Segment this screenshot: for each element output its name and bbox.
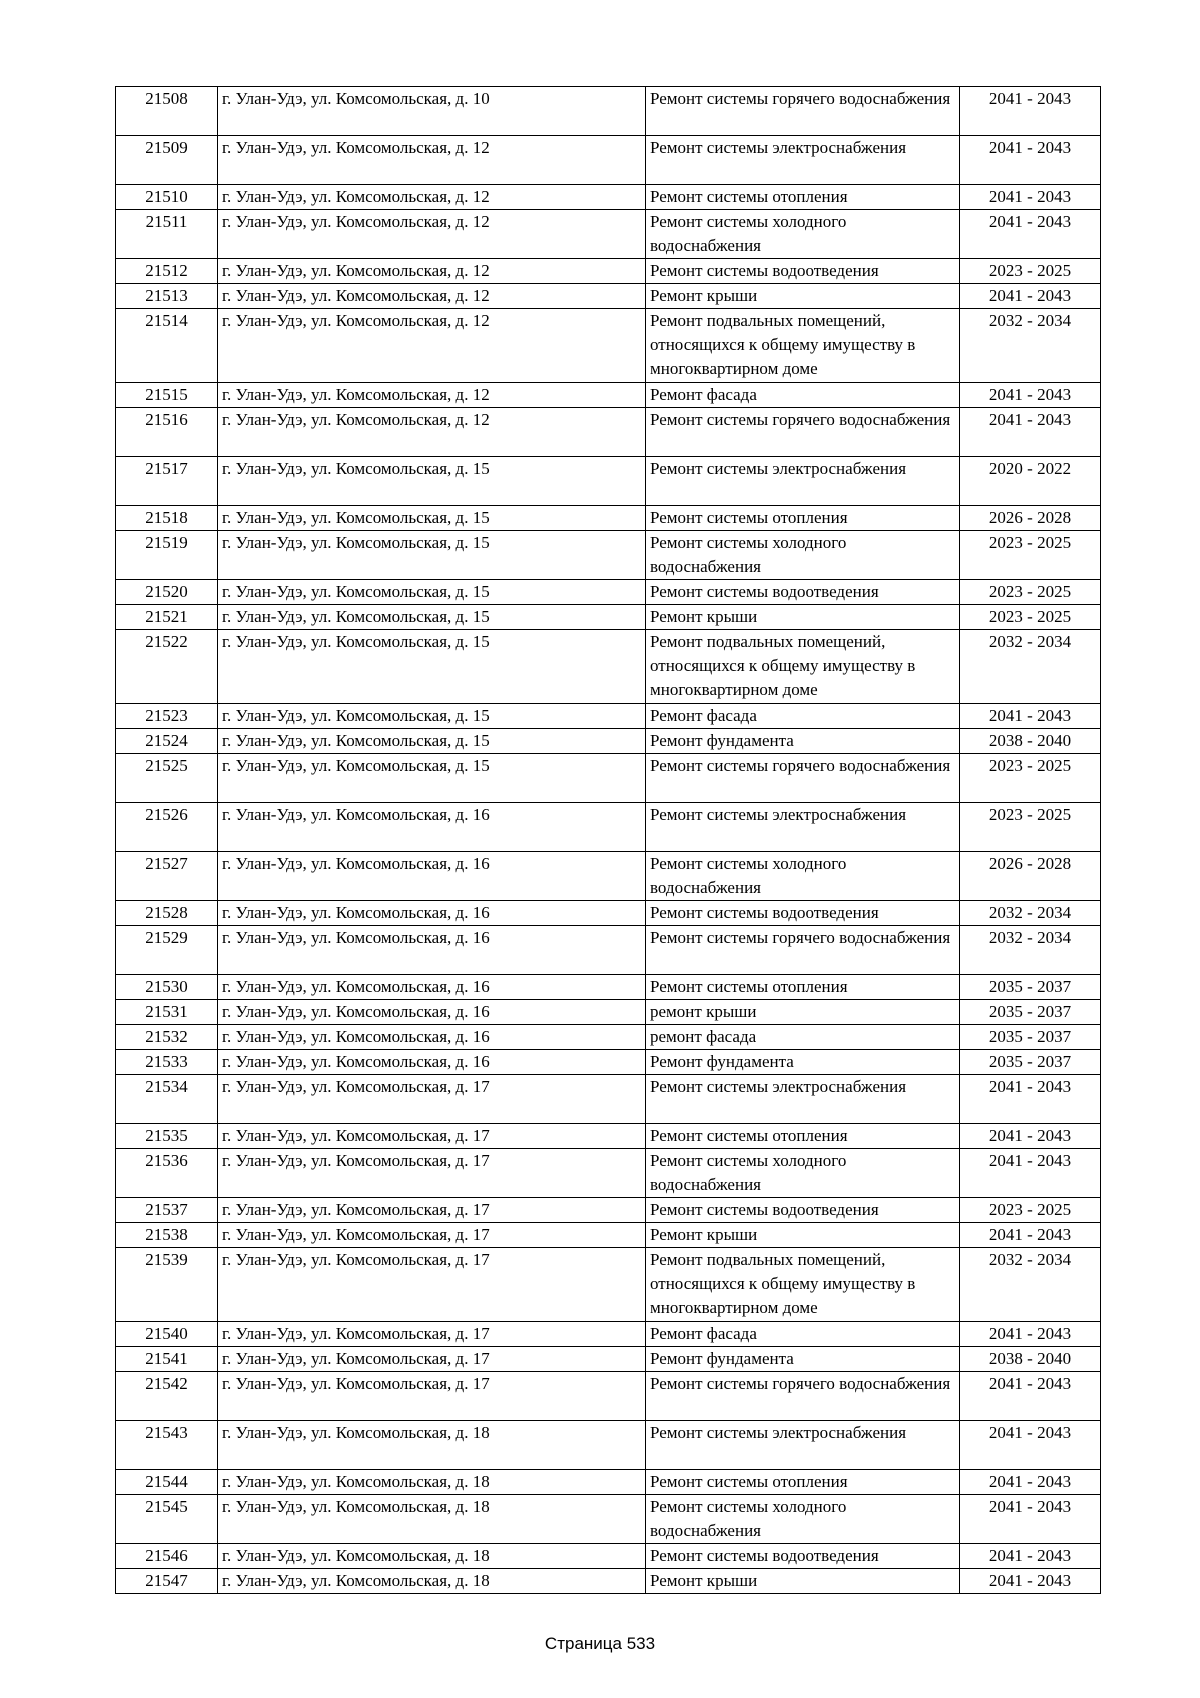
period-cell: 2041 - 2043 [960,136,1101,185]
work-type-cell: Ремонт системы холодного водоснабжения [646,1149,960,1198]
address-cell: г. Улан-Удэ, ул. Комсомольская, д. 16 [218,1000,646,1025]
work-type-cell: Ремонт системы горячего водоснабжения [646,87,960,136]
address-cell: г. Улан-Удэ, ул. Комсомольская, д. 15 [218,704,646,729]
row-number: 21541 [116,1347,218,1372]
period-cell: 2041 - 2043 [960,185,1101,210]
row-number: 21511 [116,210,218,259]
table-row [116,580,1101,605]
address-cell: г. Улан-Удэ, ул. Комсомольская, д. 15 [218,630,646,704]
table-row [116,1050,1101,1075]
row-number: 21542 [116,1372,218,1421]
period-cell: 2041 - 2043 [960,284,1101,309]
address-cell: г. Улан-Удэ, ул. Комсомольская, д. 15 [218,605,646,630]
row-number: 21525 [116,754,218,803]
work-type-cell: Ремонт фасада [646,383,960,408]
work-type-cell: Ремонт подвальных помещений, относящихся к общему имуществу в многоквартирном доме [646,1248,960,1322]
address-cell: г. Улан-Удэ, ул. Комсомольская, д. 18 [218,1544,646,1569]
period-cell: 2041 - 2043 [960,1421,1101,1470]
table-row [116,531,1101,580]
table-row [116,408,1101,457]
period-cell: 2023 - 2025 [960,259,1101,284]
address-cell: г. Улан-Удэ, ул. Комсомольская, д. 12 [218,185,646,210]
address-cell: г. Улан-Удэ, ул. Комсомольская, д. 16 [218,901,646,926]
work-type-cell: Ремонт системы отопления [646,1124,960,1149]
table-row [116,803,1101,852]
row-number: 21526 [116,803,218,852]
address-cell: г. Улан-Удэ, ул. Комсомольская, д. 16 [218,852,646,901]
table-row [116,1149,1101,1198]
period-cell: 2026 - 2028 [960,506,1101,531]
address-cell: г. Улан-Удэ, ул. Комсомольская, д. 17 [218,1198,646,1223]
period-cell: 2041 - 2043 [960,1124,1101,1149]
table-row [116,1322,1101,1347]
work-type-cell: Ремонт системы водоотведения [646,259,960,284]
work-type-cell: Ремонт системы горячего водоснабжения [646,926,960,975]
row-number: 21519 [116,531,218,580]
table-row [116,1470,1101,1495]
address-cell: г. Улан-Удэ, ул. Комсомольская, д. 12 [218,284,646,309]
work-type-cell: Ремонт системы электроснабжения [646,1421,960,1470]
period-cell: 2041 - 2043 [960,1149,1101,1198]
row-number: 21539 [116,1248,218,1322]
period-cell: 2035 - 2037 [960,1025,1101,1050]
address-cell: г. Улан-Удэ, ул. Комсомольская, д. 17 [218,1322,646,1347]
row-number: 21513 [116,284,218,309]
period-cell: 2041 - 2043 [960,704,1101,729]
period-cell: 2041 - 2043 [960,1495,1101,1544]
work-type-cell: Ремонт подвальных помещений, относящихся к общему имуществу в многоквартирном доме [646,630,960,704]
row-number: 21547 [116,1569,218,1594]
row-number: 21524 [116,729,218,754]
address-cell: г. Улан-Удэ, ул. Комсомольская, д. 16 [218,1025,646,1050]
work-type-cell: Ремонт фасада [646,704,960,729]
table-row [116,1124,1101,1149]
period-cell: 2041 - 2043 [960,1544,1101,1569]
table-row [116,1223,1101,1248]
work-type-cell: Ремонт системы отопления [646,975,960,1000]
row-number: 21534 [116,1075,218,1124]
period-cell: 2041 - 2043 [960,1470,1101,1495]
table-row [116,926,1101,975]
work-type-cell: ремонт фасада [646,1025,960,1050]
row-number: 21512 [116,259,218,284]
period-cell: 2038 - 2040 [960,729,1101,754]
row-number: 21532 [116,1025,218,1050]
address-cell: г. Улан-Удэ, ул. Комсомольская, д. 12 [218,408,646,457]
table-row [116,975,1101,1000]
work-type-cell: Ремонт крыши [646,1569,960,1594]
address-cell: г. Улан-Удэ, ул. Комсомольская, д. 18 [218,1495,646,1544]
period-cell: 2035 - 2037 [960,1000,1101,1025]
work-type-cell: Ремонт системы отопления [646,185,960,210]
table-row [116,754,1101,803]
address-cell: г. Улан-Удэ, ул. Комсомольская, д. 17 [218,1372,646,1421]
table-row [116,457,1101,506]
address-cell: г. Улан-Удэ, ул. Комсомольская, д. 18 [218,1569,646,1594]
period-cell: 2035 - 2037 [960,1050,1101,1075]
address-cell: г. Улан-Удэ, ул. Комсомольская, д. 16 [218,1050,646,1075]
row-number: 21537 [116,1198,218,1223]
row-number: 21535 [116,1124,218,1149]
address-cell: г. Улан-Удэ, ул. Комсомольская, д. 15 [218,754,646,803]
period-cell: 2041 - 2043 [960,1569,1101,1594]
work-type-cell: Ремонт системы горячего водоснабжения [646,1372,960,1421]
work-type-cell: Ремонт системы холодного водоснабжения [646,210,960,259]
table-row [116,704,1101,729]
address-cell: г. Улан-Удэ, ул. Комсомольская, д. 15 [218,580,646,605]
work-type-cell: Ремонт системы горячего водоснабжения [646,754,960,803]
period-cell: 2041 - 2043 [960,1075,1101,1124]
row-number: 21528 [116,901,218,926]
table-row [116,852,1101,901]
table-row [116,1248,1101,1322]
row-number: 21508 [116,87,218,136]
address-cell: г. Улан-Удэ, ул. Комсомольская, д. 16 [218,975,646,1000]
period-cell: 2032 - 2034 [960,901,1101,926]
table-row [116,259,1101,284]
table-row [116,630,1101,704]
table-row [116,1198,1101,1223]
period-cell: 2041 - 2043 [960,1223,1101,1248]
address-cell: г. Улан-Удэ, ул. Комсомольская, д. 12 [218,259,646,284]
work-type-cell: Ремонт системы отопления [646,506,960,531]
address-cell: г. Улан-Удэ, ул. Комсомольская, д. 10 [218,87,646,136]
work-type-cell: Ремонт системы водоотведения [646,1198,960,1223]
period-cell: 2041 - 2043 [960,408,1101,457]
row-number: 21523 [116,704,218,729]
period-cell: 2023 - 2025 [960,803,1101,852]
work-type-cell: Ремонт фундамента [646,729,960,754]
table-row [116,1347,1101,1372]
table-row [116,309,1101,383]
period-cell: 2038 - 2040 [960,1347,1101,1372]
work-type-cell: Ремонт фундамента [646,1347,960,1372]
row-number: 21540 [116,1322,218,1347]
table-row [116,1000,1101,1025]
table-row [116,605,1101,630]
work-type-cell: Ремонт системы водоотведения [646,1544,960,1569]
period-cell: 2041 - 2043 [960,1372,1101,1421]
row-number: 21510 [116,185,218,210]
row-number: 21546 [116,1544,218,1569]
work-type-cell: Ремонт системы водоотведения [646,901,960,926]
work-type-cell: Ремонт системы электроснабжения [646,457,960,506]
table-row [116,1372,1101,1421]
table-row [116,506,1101,531]
period-cell: 2023 - 2025 [960,580,1101,605]
address-cell: г. Улан-Удэ, ул. Комсомольская, д. 18 [218,1421,646,1470]
period-cell: 2035 - 2037 [960,975,1101,1000]
address-cell: г. Улан-Удэ, ул. Комсомольская, д. 17 [218,1347,646,1372]
period-cell: 2023 - 2025 [960,605,1101,630]
row-number: 21520 [116,580,218,605]
address-cell: г. Улан-Удэ, ул. Комсомольская, д. 18 [218,1470,646,1495]
table-row [116,1495,1101,1544]
repair-schedule-table [115,86,1101,1594]
address-cell: г. Улан-Удэ, ул. Комсомольская, д. 17 [218,1124,646,1149]
address-cell: г. Улан-Удэ, ул. Комсомольская, д. 17 [218,1075,646,1124]
address-cell: г. Улан-Удэ, ул. Комсомольская, д. 16 [218,926,646,975]
table-row [116,901,1101,926]
row-number: 21509 [116,136,218,185]
address-cell: г. Улан-Удэ, ул. Комсомольская, д. 15 [218,506,646,531]
table-row [116,284,1101,309]
period-cell: 2041 - 2043 [960,383,1101,408]
period-cell: 2032 - 2034 [960,309,1101,383]
page-number: Страница 533 [544,1634,656,1653]
period-cell: 2032 - 2034 [960,1248,1101,1322]
row-number: 21521 [116,605,218,630]
period-cell: 2032 - 2034 [960,926,1101,975]
period-cell: 2041 - 2043 [960,87,1101,136]
row-number: 21518 [116,506,218,531]
address-cell: г. Улан-Удэ, ул. Комсомольская, д. 17 [218,1149,646,1198]
row-number: 21543 [116,1421,218,1470]
work-type-cell: Ремонт фундамента [646,1050,960,1075]
row-number: 21515 [116,383,218,408]
address-cell: г. Улан-Удэ, ул. Комсомольская, д. 17 [218,1223,646,1248]
row-number: 21530 [116,975,218,1000]
work-type-cell: Ремонт фасада [646,1322,960,1347]
table-row [116,185,1101,210]
period-cell: 2023 - 2025 [960,531,1101,580]
row-number: 21529 [116,926,218,975]
table-row [116,1544,1101,1569]
address-cell: г. Улан-Удэ, ул. Комсомольская, д. 12 [218,309,646,383]
row-number: 21544 [116,1470,218,1495]
row-number: 21538 [116,1223,218,1248]
work-type-cell: Ремонт системы холодного водоснабжения [646,852,960,901]
table-row [116,1421,1101,1470]
work-type-cell: Ремонт системы электроснабжения [646,803,960,852]
table-row [116,210,1101,259]
period-cell: 2020 - 2022 [960,457,1101,506]
address-cell: г. Улан-Удэ, ул. Комсомольская, д. 12 [218,136,646,185]
address-cell: г. Улан-Удэ, ул. Комсомольская, д. 16 [218,803,646,852]
work-type-cell: Ремонт системы холодного водоснабжения [646,531,960,580]
table-body [116,87,1101,1594]
address-cell: г. Улан-Удэ, ул. Комсомольская, д. 15 [218,729,646,754]
work-type-cell: Ремонт крыши [646,284,960,309]
row-number: 21545 [116,1495,218,1544]
period-cell: 2023 - 2025 [960,1198,1101,1223]
work-type-cell: Ремонт подвальных помещений, относящихся к общему имуществу в многоквартирном доме [646,309,960,383]
row-number: 21533 [116,1050,218,1075]
work-type-cell: Ремонт системы горячего водоснабжения [646,408,960,457]
row-number: 21536 [116,1149,218,1198]
row-number: 21516 [116,408,218,457]
row-number: 21522 [116,630,218,704]
work-type-cell: ремонт крыши [646,1000,960,1025]
period-cell: 2023 - 2025 [960,754,1101,803]
table-row [116,87,1101,136]
table-row [116,729,1101,754]
work-type-cell: Ремонт системы водоотведения [646,580,960,605]
work-type-cell: Ремонт крыши [646,1223,960,1248]
work-type-cell: Ремонт системы отопления [646,1470,960,1495]
address-cell: г. Улан-Удэ, ул. Комсомольская, д. 15 [218,457,646,506]
row-number: 21514 [116,309,218,383]
table-row [116,383,1101,408]
address-cell: г. Улан-Удэ, ул. Комсомольская, д. 12 [218,383,646,408]
address-cell: г. Улан-Удэ, ул. Комсомольская, д. 15 [218,531,646,580]
row-number: 21517 [116,457,218,506]
row-number: 21531 [116,1000,218,1025]
table-row [116,1025,1101,1050]
period-cell: 2026 - 2028 [960,852,1101,901]
period-cell: 2041 - 2043 [960,210,1101,259]
table-row [116,1075,1101,1124]
address-cell: г. Улан-Удэ, ул. Комсомольская, д. 12 [218,210,646,259]
row-number: 21527 [116,852,218,901]
address-cell: г. Улан-Удэ, ул. Комсомольская, д. 17 [218,1248,646,1322]
work-type-cell: Ремонт системы электроснабжения [646,1075,960,1124]
period-cell: 2032 - 2034 [960,630,1101,704]
table-row [116,136,1101,185]
table-row [116,1569,1101,1594]
work-type-cell: Ремонт системы холодного водоснабжения [646,1495,960,1544]
work-type-cell: Ремонт крыши [646,605,960,630]
work-type-cell: Ремонт системы электроснабжения [646,136,960,185]
period-cell: 2041 - 2043 [960,1322,1101,1347]
